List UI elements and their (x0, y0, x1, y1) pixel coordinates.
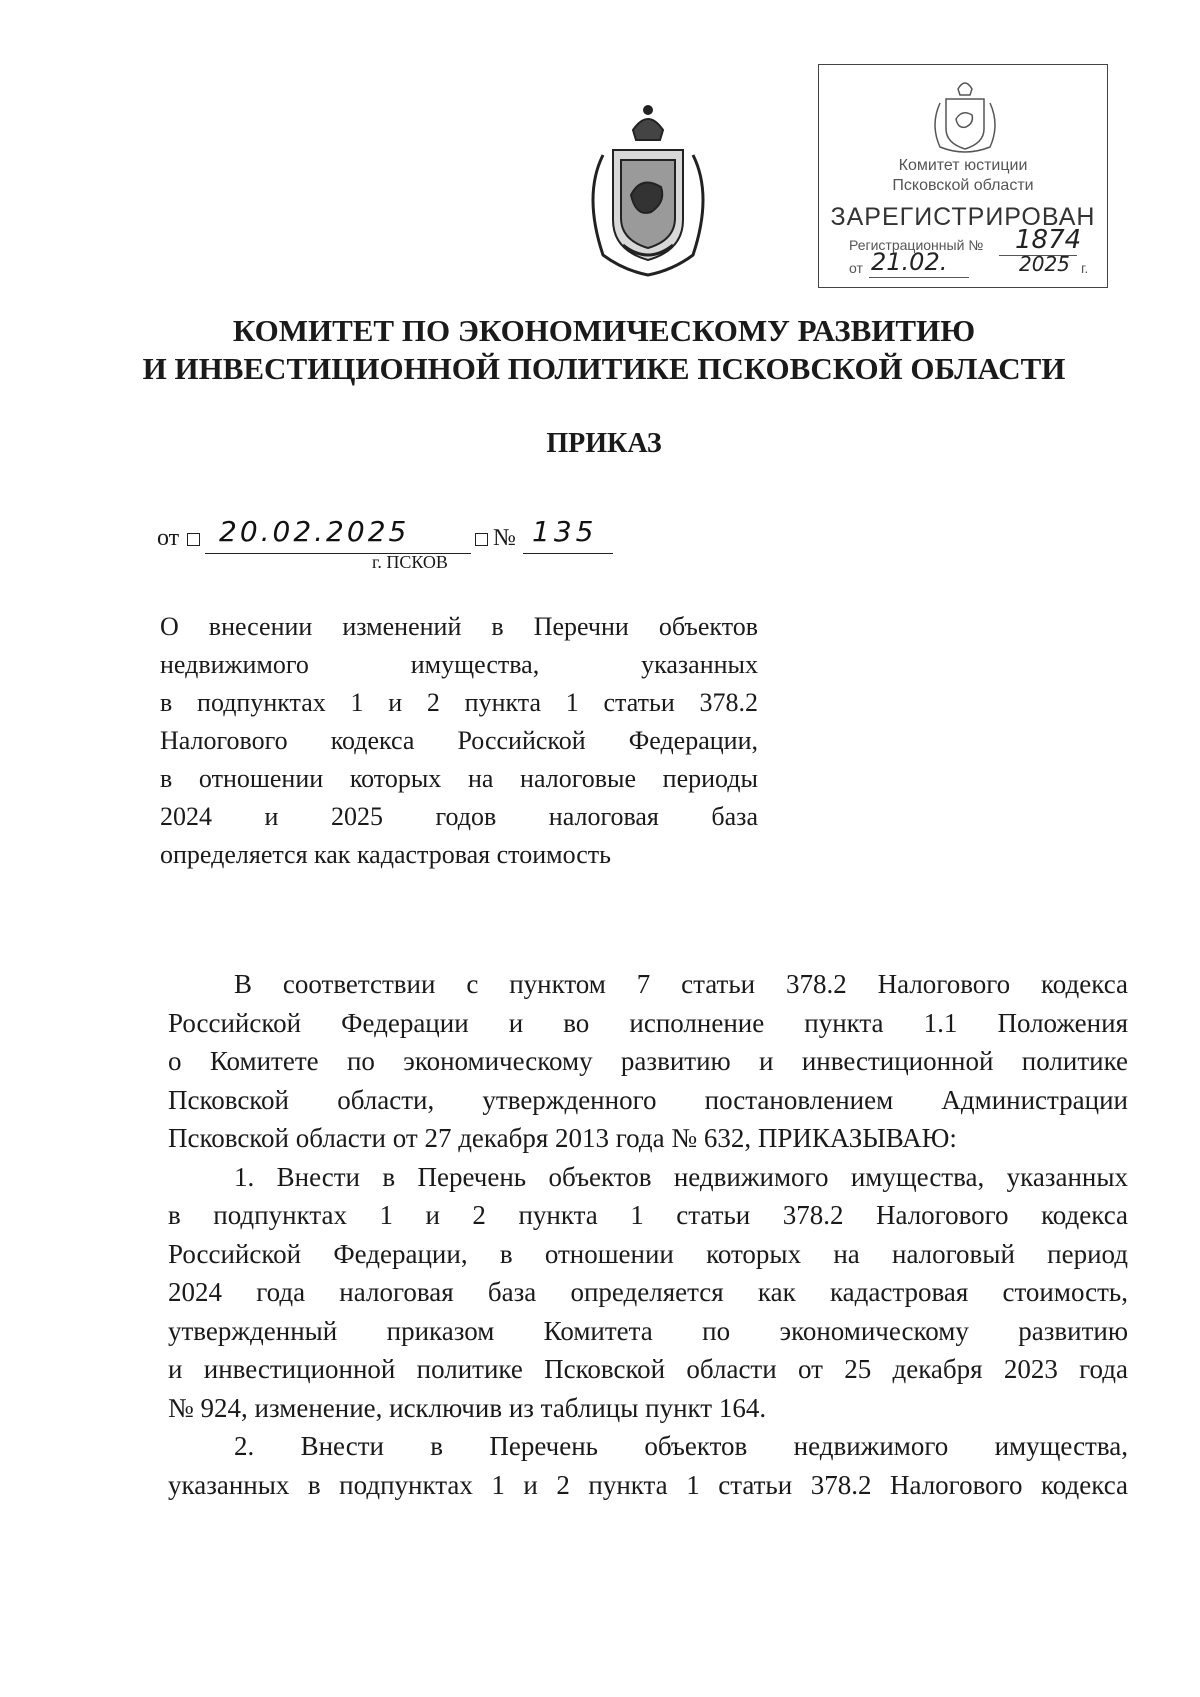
number-prefix: № (493, 525, 516, 551)
body-line: Российской Федерации, в отношении которых на налоговый период (168, 1238, 1128, 1269)
stamp-year: 2025 (1019, 252, 1070, 276)
stamp-reg-number: 1874 (1015, 225, 1082, 255)
stamp-coat-of-arms-icon (922, 75, 1008, 155)
subject-line: О внесении изменений в Перечни объектов (160, 612, 758, 641)
stamp-reg-label: Регистрационный № (849, 237, 984, 253)
body-line: утвержденный приказом Комитета по экономическому развитию (168, 1315, 1128, 1346)
stamp-date: 21.02. (871, 248, 948, 276)
body-line: Псковской области, утвержденного постановлением Администрации (168, 1084, 1128, 1115)
preamble-paragraph (168, 965, 1128, 1158)
stamp-date-prefix: от (849, 260, 863, 276)
coat-of-arms-emblem (573, 100, 723, 280)
body-line: о Комитете по экономическому развитию и инвестиционной политике (168, 1046, 1128, 1076)
stamp-year-suffix: г. (1081, 260, 1089, 276)
body-line: в подпунктах 1 и 2 пункта 1 статьи 378.2 Налогового кодекса (168, 1200, 1128, 1230)
document-number: 135 (532, 515, 598, 548)
subject-line: в подпунктах 1 и 2 пункта 1 статьи 378.2 (160, 688, 758, 717)
stamp-date-underline (869, 277, 969, 278)
body-line: 1. Внести в Перечень объектов недвижимого имущества, указанных (234, 1161, 1128, 1192)
body-line: и инвестиционной политике Псковской области от 25 декабря 2023 года (168, 1354, 1128, 1384)
stamp-org-line1: Комитет юстиции (898, 157, 1028, 174)
subject-line: определяется как кадастровая стоимость (160, 840, 611, 869)
item-2-paragraph (168, 1427, 1128, 1504)
registration-stamp (818, 64, 1108, 288)
subject-line: недвижимого имущества, указанных (160, 650, 758, 679)
stamp-org-line2: Псковской области (892, 177, 1034, 194)
body-line: № 924, изменение, исключив из таблицы пункт 164. (168, 1392, 767, 1423)
document-type: ПРИКАЗ (546, 428, 662, 459)
stamp-status: ЗАРЕГИСТРИРОВАН (830, 203, 1096, 231)
subject-line: 2024 и 2025 годов налоговая база (160, 802, 758, 831)
body-line: Псковской области от 27 декабря 2013 года № 632, ПРИКАЗЫВАЮ: (168, 1123, 957, 1153)
item-1-paragraph (168, 1158, 1128, 1428)
city-label: г. ПСКОВ (372, 552, 448, 572)
organization-title (120, 312, 1088, 388)
org-title-line2: И ИНВЕСТИЦИОННОЙ ПОЛИТИКЕ ПСКОВСКОЙ ОБЛАСТИ (142, 351, 1066, 386)
org-title-line1: КОМИТЕТ ПО ЭКОНОМИЧЕСКОМУ РАЗВИТИЮ (232, 313, 976, 348)
body-line: 2. Внести в Перечень объектов недвижимого имущества, (234, 1431, 1128, 1461)
number-underline (523, 553, 613, 554)
body-line: В соответствии с пунктом 7 статьи 378.2 Налогового кодекса (234, 969, 1128, 999)
date-prefix: от (157, 525, 180, 551)
body-line: указанных в подпунктах 1 и 2 пункта 1 статьи 378.2 Налогового кодекса (168, 1469, 1128, 1500)
document-subject (160, 608, 758, 874)
checkbox-mark-icon (475, 533, 488, 546)
date-number-line (157, 515, 617, 555)
checkbox-mark-icon (187, 533, 200, 546)
subject-line: в отношении которых на налоговые периоды (160, 764, 758, 793)
body-line: Российской Федерации и во исполнение пункта 1.1 Положения (168, 1007, 1128, 1038)
document-date: 20.02.2025 (219, 515, 410, 548)
subject-line: Налогового кодекса Российской Федерации, (160, 726, 758, 755)
body-line: 2024 года налоговая база определяется как кадастровая стоимость, (168, 1277, 1128, 1307)
document-body (168, 965, 1128, 1504)
